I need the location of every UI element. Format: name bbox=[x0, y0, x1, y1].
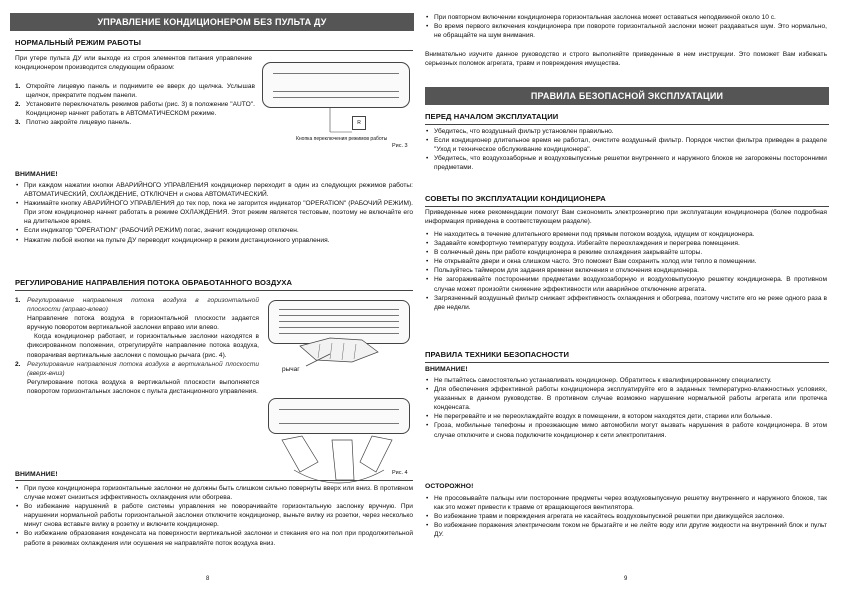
tip-item: • Пользуйтесь таймером для задания времени включения и отключения кондиционера. bbox=[425, 266, 827, 275]
before-use-list bbox=[425, 127, 827, 172]
before-use-item: • Если кондиционер длительное время не работал, очистите воздушный фильтр. Порядок чистки фильтра приведен в разделе "Уход и техническое обслуживание кондиционера". bbox=[425, 136, 827, 154]
airflow-section bbox=[15, 296, 259, 396]
before-use-item: • Убедитесь, что воздухозаборные и воздуховыпускные решетки внутреннего и наружного блоков не загорожены посторонними предметами. bbox=[425, 154, 827, 172]
tip-item: • В солнечный день при работе кондиционера в режиме охлаждения закрывайте шторы. bbox=[425, 248, 827, 257]
note-item: • Во время первого включения кондиционера при повороте горизонтальной заслонки может раздаваться шум. Это нормально, не обращайте на шум внимания. bbox=[425, 22, 827, 40]
left-page-header: УПРАВЛЕНИЕ КОНДИЦИОНЕРОМ БЕЗ ПУЛЬТА ДУ bbox=[10, 13, 414, 31]
safety-item: • Не пытайтесь самостоятельно устанавливать кондиционер. Обратитесь к квалифицированному специалисту. bbox=[425, 376, 827, 385]
safety-attention-heading: ВНИМАНИЕ! bbox=[425, 366, 468, 373]
safety-item: • Не перегревайте и не переохлаждайте воздух в помещении, в котором находятся дети, старики или больные. bbox=[425, 412, 827, 421]
tip-item: • Не открывайте двери и окна слишком часто. Это поможет Вам сохранить холод или тепло в помещении. bbox=[425, 257, 827, 266]
tip-item: • Загрязненный воздушный фильтр снижает эффективность охлаждения и обогрева, поэтому чистите его не реже одного раза в две недели. bbox=[425, 294, 827, 312]
attention-list bbox=[15, 181, 413, 245]
safety-list bbox=[425, 376, 827, 440]
lever-label: рычаг bbox=[282, 366, 300, 373]
tips-heading: СОВЕТЫ ПО ЭКСПЛУАТАЦИИ КОНДИЦИОНЕРА bbox=[425, 194, 606, 203]
step-text: Плотно закройте лицевую панель. bbox=[26, 119, 132, 127]
divider bbox=[425, 362, 829, 363]
divider bbox=[15, 290, 413, 291]
tip-item: • Задавайте комфортную температуру воздуха. Избегайте переохлаждения и перегрева помещения. bbox=[425, 239, 827, 248]
safety-item: • Для обеспечения эффективной работы кондиционера эксплуатируйте его в заданных температурно-влажностных условиях, указанных в данном руководстве. В противном случае возможно нарушение нормальной работы агрегата или протечка конденсата. bbox=[425, 385, 827, 412]
step-number: 3. bbox=[15, 119, 21, 127]
caution-heading: ОСТОРОЖНО! bbox=[425, 483, 474, 490]
airflow-step-1-body-2: Когда кондиционер работает, и горизонтальные заслонки находятся в фиксированном положении, отрегулируйте направление потока воздуха, поворачивая вертикальные заслонки с помощью рычага (рис. 4). bbox=[27, 333, 259, 359]
step-title: Регулирование направления потока воздуха в горизонтальной плоскости (вправо-влево) bbox=[27, 297, 259, 314]
attention-item: • Нажатие любой кнопки на пульте ДУ переводит кондиционер в режим дистанционного управления. bbox=[15, 236, 413, 245]
attention-item: • При каждом нажатии кнопки АВАРИЙНОГО УПРАВЛЕНИЯ кондиционер переходит в один из следующих режимов работы: АВТОМАТИЧЕСКИЙ, ОХЛАЖДЕНИЕ, ОТКЛЮЧЕН и снова АВТОМАТИЧЕСКИЙ. bbox=[15, 181, 413, 199]
step-3 bbox=[15, 118, 255, 127]
safety-item: • Гроза, мобильные телефоны и проезжающие мимо автомобили могут вызвать нарушения в работе кондиционера. В этом случае отключите и снова подключите кондиционер к сети электропитания. bbox=[425, 421, 827, 439]
attention-item: • При пуске кондиционера горизонтальные заслонки не должны быть слишком сильно повернуты вверх или вниз. В противном случае может снизиться эффективность охлаждения или обогрева. bbox=[15, 484, 413, 502]
airflow-step-2-body: Регулирование потока воздуха в вертикальной плоскости выполняется поворотом горизонтальных заслонок с пульта дистанционного управления. bbox=[27, 378, 259, 395]
indoor-unit-bottom-illustration bbox=[268, 398, 410, 434]
figure-4-label: Рис. 4 bbox=[392, 470, 408, 476]
divider bbox=[15, 480, 413, 481]
normal-mode-intro: При утере пульта ДУ или выходе из строя элементов питания управление кондиционером производится следующим образом: bbox=[15, 55, 252, 72]
top-note: Внимательно изучите данное руководство и строго выполняйте приведенные в нем инструкции. Это поможет Вам избежать серьезных поломок агрегата, травм и повреждения имущества. bbox=[425, 51, 827, 68]
attention-heading: ВНИМАНИЕ! bbox=[15, 171, 58, 178]
tip-item: • Не находитесь в течение длительного времени под прямым потоком воздуха, идущим от кондиционера. bbox=[425, 230, 827, 239]
right-page-header: ПРАВИЛА БЕЗОПАСНОЙ ЭКСПЛУАТАЦИИ bbox=[425, 87, 829, 105]
step-number: 1. bbox=[15, 297, 21, 304]
tips-list bbox=[425, 230, 827, 312]
page-number: 9 bbox=[624, 576, 628, 582]
normal-mode-heading: НОРМАЛЬНЫЙ РЕЖИМ РАБОТЫ bbox=[15, 38, 142, 47]
indoor-unit-top-illustration bbox=[268, 300, 410, 344]
step-text: Откройте лицевую панель и поднимите ее вверх до щелчка. Услышав щелчок, прекратите подъем панели. bbox=[26, 83, 255, 100]
divider bbox=[15, 50, 413, 51]
divider bbox=[425, 124, 829, 125]
airflow-step-1-title bbox=[15, 296, 259, 314]
step-number: 2. bbox=[15, 101, 21, 109]
mode-switch-button-icon: R bbox=[352, 116, 366, 130]
figure-3-label: Рис. 3 bbox=[392, 143, 408, 149]
caution-item: • Во избежание травм и повреждения агрегата не касайтесь воздуховыпускной решетки при движущейся заслонке. bbox=[425, 512, 827, 521]
before-use-item: • Убедитесь, что воздушный фильтр установлен правильно. bbox=[425, 127, 827, 136]
caution-item: • Во избежание поражения электрическим током не брызгайте и не лейте воду или другие жидкости на внутренний блок и пульт ДУ. bbox=[425, 521, 827, 539]
step-number: 1. bbox=[15, 83, 21, 90]
step-number: 2. bbox=[15, 360, 21, 368]
attention-item: • Во избежание нарушений в работе системы управления не поворачивайте горизонтальную заслонку вручную. При нарушении нормальной работы горизонтальной заслонки отключите кондиционер, выньте вилку из розетки, через несколько минут снова вставьте вилку в розетку и включите кондиционер. bbox=[15, 502, 413, 529]
attention-heading-2: ВНИМАНИЕ! bbox=[15, 471, 58, 478]
note-item: • При повторном включении кондиционера горизонтальная заслонка может оставаться неподвижной около 10 с. bbox=[425, 13, 827, 22]
page-number: 8 bbox=[206, 576, 210, 582]
caution-list bbox=[425, 494, 827, 539]
step-2 bbox=[15, 100, 255, 118]
step-1 bbox=[15, 82, 255, 100]
caution-item: • Не просовывайте пальцы или посторонние предметы через воздуховыпускную решетку внутреннего и наружного блоков, так как это может привести к травме от вращающегося вентилятора. bbox=[425, 494, 827, 512]
airflow-step-2-title bbox=[15, 360, 259, 378]
tips-intro: Приведенные ниже рекомендации помогут Вам сэкономить электроэнергию при эксплуатации кондиционера (более подробная информация приведена в соответствующем разделе). bbox=[425, 209, 827, 226]
safety-heading: ПРАВИЛА ТЕХНИКИ БЕЗОПАСНОСТИ bbox=[425, 350, 570, 359]
attention-list-2 bbox=[15, 484, 413, 548]
tip-item: • Не загораживайте посторонними предметами воздухозаборную и воздуховыпускную решетку кондиционера. В противном случае может произойти снижение эффективности или аварийное отключение агрегата. bbox=[425, 275, 827, 293]
divider bbox=[425, 206, 829, 207]
airflow-arrows-drawing bbox=[0, 0, 1, 1]
top-note-list bbox=[425, 13, 827, 40]
attention-item: • Во избежание образования конденсата на поверхности вертикальной заслонки и стекания его на пол при продолжительной работе в режимах охлаждения или осушения не направляйте поток воздуха вниз. bbox=[15, 529, 413, 547]
step-text: Установите переключатель режимов работы (рис. 3) в положение "AUTO". Кондиционер начнет работать в АВТОМАТИЧЕСКОМ режиме. bbox=[26, 101, 255, 118]
airflow-heading: РЕГУЛИРОВАНИЕ НАПРАВЛЕНИЯ ПОТОКА ОБРАБОТАННОГО ВОЗДУХА bbox=[15, 278, 293, 287]
attention-item: • Если индикатор "OPERATION" (РАБОЧИЙ РЕЖИМ) погас, значит кондиционер отключен. bbox=[15, 226, 413, 235]
figure-3-caption: Кнопка переключения режимов работы bbox=[296, 136, 388, 142]
airflow-step-1-body: Направление потока воздуха в горизонтальной плоскости задается вручную поворотом вертикальной заслонки вправо или влево. bbox=[27, 315, 259, 332]
step-title: Регулирование направления потока воздуха в вертикальной плоскости (вверх-вниз) bbox=[27, 360, 259, 377]
normal-mode-steps bbox=[15, 82, 255, 127]
right-page bbox=[421, 0, 842, 595]
attention-item: • Нажимайте кнопку АВАРИЙНОГО УПРАВЛЕНИЯ до тех пор, пока не загорится индикатор "OPERATION" (РАБОЧИЙ РЕЖИМ). При этом кондиционер начнет работать в режиме ОХЛАЖДЕНИЯ. Этот режим является тестовым, поэтому не включайте его на длительное время. bbox=[15, 199, 413, 226]
before-use-heading: ПЕРЕД НАЧАЛОМ ЭКСПЛУАТАЦИИ bbox=[425, 112, 559, 121]
indoor-unit-illustration bbox=[262, 62, 410, 108]
